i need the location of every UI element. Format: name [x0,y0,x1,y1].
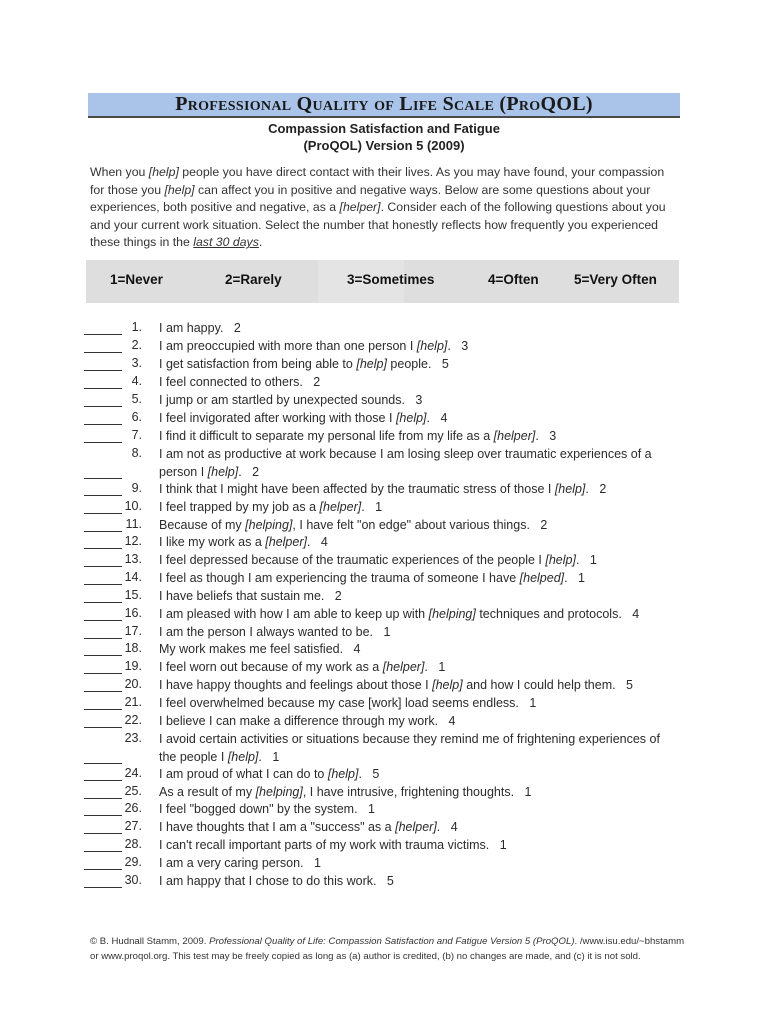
question-text [159,766,679,784]
question-number: 2. [131,338,142,352]
question-text-part: . [564,571,568,585]
question-help-term: [helper] [493,429,536,443]
question-text-part: I avoid certain activities or situations because they remind me of frightening experiences of the people I [159,732,660,764]
score-spacer [362,767,372,781]
score-spacer [242,465,252,479]
answer-blank[interactable] [84,370,122,371]
answer-blank[interactable] [84,887,122,888]
score-spacer [568,571,578,585]
question-text [159,534,679,552]
answer-blank[interactable] [84,334,122,335]
question-number: 11. [125,517,142,531]
question-text-part: Because of my [159,518,246,532]
question-help-term: [helper] [382,660,425,674]
question-text [159,659,679,677]
question-score: 2 [252,464,260,479]
intro-paragraph [90,164,670,252]
question-text-part: My work makes me feel satisfied. [159,642,344,656]
intro-help-term: [help] [164,182,195,197]
copyright-footer [90,934,690,964]
answer-blank[interactable] [84,798,122,799]
scale-very-often: 5=Very Often [574,272,657,287]
score-spacer [304,856,314,870]
question-score: 1 [313,856,321,870]
question-number: 24. [124,766,142,780]
question-score: 1 [578,571,585,585]
question-number: 29. [124,855,142,869]
question-number: 8. [131,446,142,460]
score-spacer [530,518,540,532]
question-text-part: , I have intrusive, frightening thoughts. [302,785,515,799]
question-text-part: I feel depressed because of the traumatic experiences of the people I [159,553,546,567]
question-text [159,374,679,392]
question-number: 9. [131,481,142,495]
answer-blank[interactable] [84,388,122,389]
question-number: 6. [131,410,142,424]
question-text [159,356,679,374]
question-score: 4 [353,642,361,656]
score-spacer [365,500,375,514]
question-text [159,855,679,873]
question-text-part: . [575,553,580,567]
answer-blank[interactable] [84,833,122,834]
question-text [159,481,679,499]
question-score: 5 [626,678,633,692]
subtitle-line-1: Compassion Satisfaction and Fatigue [268,121,500,136]
question-number: 19. [124,659,142,673]
question-number: 23. [124,731,142,745]
question-text [159,677,679,695]
question-text-part: . [361,500,365,514]
question-score: 1 [272,749,280,764]
score-spacer [440,820,450,834]
score-spacer [622,607,632,621]
score-spacer [262,750,272,764]
scale-sometimes: 3=Sometimes [347,272,435,287]
score-spacer [430,411,440,425]
question-text-part: As a result of my [159,785,256,799]
question-text-part: I am proud of what I can do to [159,767,328,781]
question-help-term: [help] [356,357,387,371]
question-text-part: . [535,429,539,443]
question-text [159,801,679,819]
answer-blank[interactable] [84,638,122,639]
question-text-part: I am a very caring person. [159,856,304,870]
question-score: 5 [372,767,380,781]
question-text-part: . [436,820,441,834]
question-score: 5 [441,357,449,371]
intro-helper-term: [helper] [339,200,381,215]
question-text-part: I feel trapped by my job as a [159,500,320,514]
title-bar [88,93,680,118]
question-text-part: I am the person I always wanted to be. [159,625,374,639]
question-text-part: I find it difficult to separate my personal life from my life as a [159,429,494,443]
question-text [159,624,679,642]
question-help-term: [help] [207,464,239,479]
question-text-part: . [258,749,262,764]
question-score: 3 [549,429,557,443]
intro-text: . [258,235,263,250]
question-text-part: I jump or am startled by unexpected sounds. [159,393,405,407]
question-number: 7. [131,428,142,442]
question-text-part: techniques and protocols. [475,607,622,621]
question-text [159,731,679,766]
question-score: 4 [320,535,328,549]
answer-blank[interactable] [84,584,122,585]
question-number: 16. [124,606,142,620]
answer-blank[interactable] [84,763,122,764]
score-spacer [539,429,549,443]
scale-rarely: 2=Rarely [225,272,282,287]
question-text-part: I am happy that I chose to do this work. [159,874,377,888]
question-score: 4 [632,607,640,621]
question-number: 13. [124,552,142,566]
question-score: 1 [524,785,532,799]
answer-blank[interactable] [84,851,122,852]
page-title: Professional Quality of Life Scale (ProQOL) [175,93,593,115]
answer-blank[interactable] [84,513,122,514]
score-spacer [489,838,499,852]
answer-blank[interactable] [84,691,122,692]
question-score: 1 [589,553,597,567]
question-text [159,392,679,410]
score-spacer [376,874,386,888]
answer-blank[interactable] [84,478,122,479]
question-score: 3 [461,339,469,353]
question-text [159,713,679,731]
question-text-part: I feel "bogged down" by the system. [159,802,358,816]
question-text-part: . [358,767,362,781]
answer-blank[interactable] [84,352,122,353]
question-text [159,338,679,356]
score-spacer [373,625,383,639]
question-text-part: I believe I can make a difference through my work. [159,714,439,728]
question-text-part: I feel connected to others. [159,375,303,389]
question-text-part: I like my work as a [159,535,266,549]
question-text [159,446,679,481]
scale-often: 4=Often [488,272,539,287]
question-help-term: [helper] [319,500,362,514]
footer-text: © B. Hudnall Stamm, 2009. [90,936,210,947]
question-text [159,499,679,517]
answer-blank[interactable] [84,620,122,621]
score-spacer [616,678,626,692]
question-text [159,428,679,446]
score-spacer [358,802,368,816]
answer-blank[interactable] [84,424,122,425]
score-spacer [431,357,441,371]
question-text-part: I have thoughts that I am a "success" as a [159,820,396,834]
question-text-part: . [426,411,431,425]
question-number: 10. [124,499,142,513]
question-number: 30. [124,873,142,887]
question-help-term: [help] [227,749,259,764]
answer-blank[interactable] [84,548,122,549]
question-help-term: [help] [395,411,427,425]
intro-text: can affect you in positive and negative ways. Below are some questions about your experiences, both positive and negative, as a [90,182,651,215]
rating-scale-bar [86,260,679,303]
question-text [159,695,679,713]
intro-text: . Consider each of the following questions about you and your current work situation. Select the number that honestly reflects how frequently you experienced these things in the [90,200,666,250]
question-score: 4 [448,714,456,728]
answer-blank[interactable] [84,566,122,567]
question-text-part: I feel worn out because of my work as a [159,660,383,674]
question-text-part: . [447,339,451,353]
question-help-term: [helping] [428,607,476,621]
score-spacer [428,660,438,674]
question-number: 28. [124,837,142,851]
question-score: 4 [440,411,448,425]
question-score: 5 [386,874,394,888]
question-score: 1 [499,838,507,852]
question-text [159,320,679,338]
intro-text: When you [90,165,149,179]
question-number: 17. [124,624,142,638]
subtitle-line-2: (ProQOL) Version 5 (2009) [303,138,465,153]
answer-blank[interactable] [84,531,122,532]
question-score: 2 [599,482,607,496]
score-spacer [324,589,334,603]
score-spacer [310,535,320,549]
question-help-term: [help] [416,339,448,353]
answer-blank[interactable] [84,655,122,656]
question-score: 1 [438,660,446,674]
question-number: 14. [124,570,142,584]
footer-title: Professional Quality of Life: Compassion Satisfaction and Fatigue Version 5 (ProQOL) [209,936,575,947]
answer-blank[interactable] [84,727,122,728]
answer-blank[interactable] [84,709,122,710]
question-text [159,517,679,535]
question-help-term: [helping] [255,785,303,799]
answer-blank[interactable] [84,869,122,870]
question-score: 1 [383,625,391,639]
question-text-part: I get satisfaction from being able to [159,357,357,371]
score-spacer [579,553,589,567]
question-number: 5. [131,392,142,406]
question-score: 3 [415,393,423,407]
question-score: 1 [375,500,383,514]
question-score: 2 [540,518,548,532]
question-help-term: [helped] [519,571,565,585]
answer-blank[interactable] [84,815,122,816]
question-number: 1. [131,320,142,334]
question-text-part: I am happy. [159,321,224,335]
question-score: 2 [313,375,321,389]
question-score: 2 [233,321,241,335]
score-spacer [514,785,524,799]
question-text-part: . [585,482,589,496]
question-number: 4. [131,374,142,388]
question-score: 1 [368,802,375,816]
answer-blank[interactable] [84,780,122,781]
question-number: 12. [124,534,142,548]
question-text [159,837,679,855]
question-number: 15. [124,588,142,602]
score-spacer [343,642,353,656]
question-score: 4 [450,820,458,834]
score-spacer [438,714,448,728]
question-text-part: I am preoccupied with more than one person I [159,339,417,353]
question-score: 1 [529,696,537,710]
question-number: 26. [124,801,142,815]
question-help-term: [help] [554,482,586,496]
question-text [159,588,679,606]
question-text-part: and how I could help them. [462,678,616,692]
question-text-part: . [238,464,242,479]
question-text [159,819,679,837]
question-text-part: I think that I might have been affected by the traumatic stress of those I [159,482,555,496]
question-number: 27. [124,819,142,833]
answer-blank[interactable] [84,673,122,674]
question-text-part: I have happy thoughts and feelings about those I [159,678,433,692]
footer-text: . /www.isu.edu/~bhstamm or www.proqol.org. This test may be freely copied as long as (a) author is credited, (b) no changes are made, and (c) it is not sold. [90,936,685,962]
question-help-term: [helping] [245,518,293,532]
question-text-part: I feel invigorated after working with those I [159,411,396,425]
question-text [159,570,679,588]
question-number: 21. [124,695,142,709]
answer-blank[interactable] [84,442,122,443]
question-text-part: . [424,660,428,674]
question-help-term: [helper] [265,535,307,549]
intro-help-term: [help] [148,165,179,179]
score-spacer [223,321,233,335]
answer-blank[interactable] [84,495,122,496]
question-text-part: I am not as productive at work because I am losing sleep over traumatic experiences of a person I [159,447,652,479]
question-text-part: I feel as though I am experiencing the trauma of someone I have [159,571,520,585]
question-text [159,873,679,891]
question-help-term: [help] [432,678,463,692]
answer-blank[interactable] [84,406,122,407]
question-text [159,552,679,570]
question-text-part: , I have felt "on edge" about various things. [292,518,530,532]
question-number: 22. [124,713,142,727]
question-help-term: [help] [545,553,576,567]
question-number: 20. [124,677,142,691]
scale-never: 1=Never [110,272,163,287]
question-text-part: I have beliefs that sustain me. [159,589,325,603]
question-text [159,410,679,428]
question-help-term: [help] [327,767,359,781]
question-number: 25. [124,784,142,798]
question-help-term: [helper] [395,820,437,834]
score-spacer [519,696,529,710]
question-number: 3. [131,356,142,370]
question-text [159,606,679,624]
question-score: 2 [334,589,342,603]
score-spacer [405,393,415,407]
question-text-part: I am pleased with how I am able to keep up with [159,607,429,621]
intro-text: people you have direct contact with their lives. As you may have found, your compassion for those you [90,165,665,197]
answer-blank[interactable] [84,602,122,603]
score-spacer [451,339,461,353]
intro-last-30-days: last 30 days [193,235,259,250]
question-text [159,784,679,802]
question-text-part: I can't recall important parts of my work with trauma victims. [159,838,490,852]
question-text [159,641,679,659]
question-text-part: people. [386,357,432,371]
question-text-part: I feel overwhelmed because my case [work] load seems endless. [159,696,519,710]
question-text-part: . [306,535,311,549]
score-spacer [589,482,599,496]
score-spacer [303,375,313,389]
question-number: 18. [124,641,142,655]
